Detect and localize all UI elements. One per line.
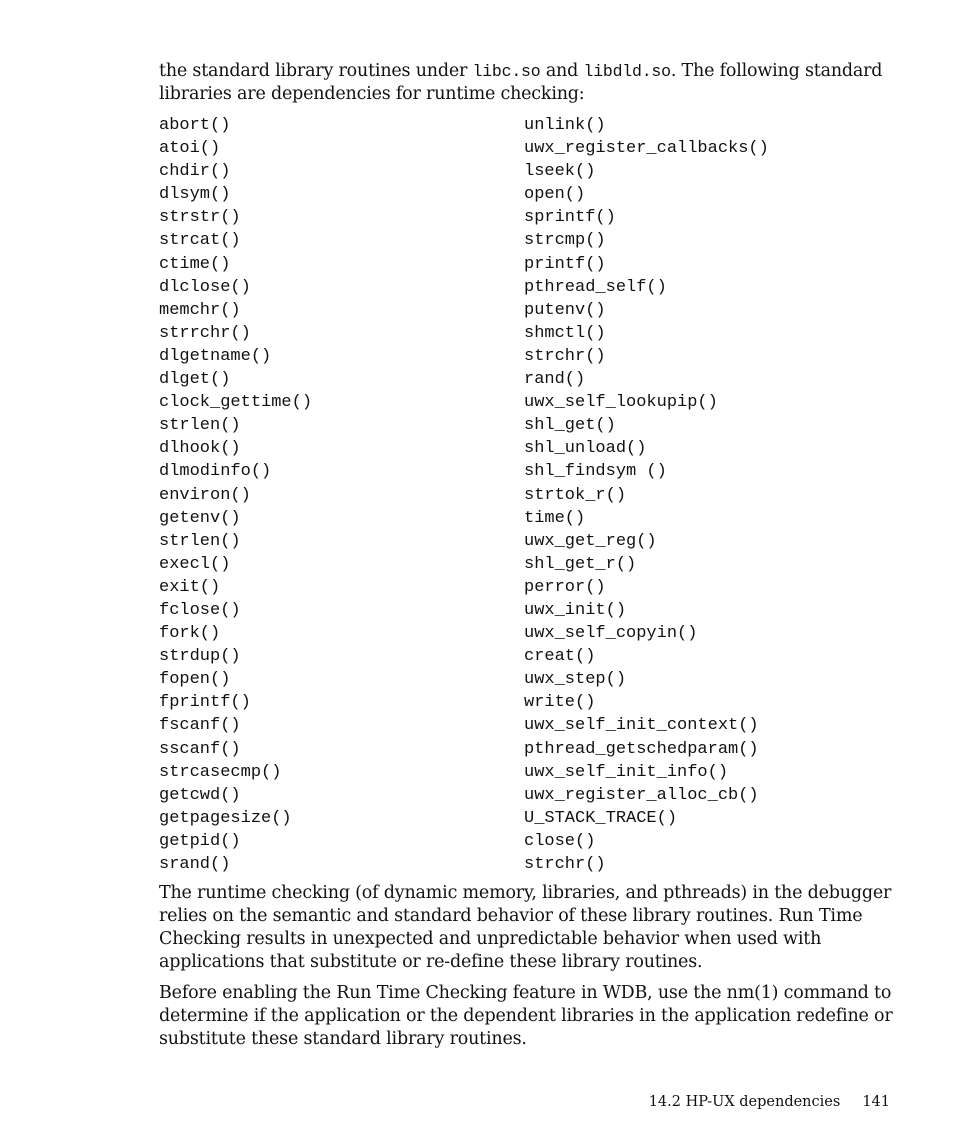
function-item-left: execl() (159, 554, 231, 574)
function-item-right: strchr() (524, 346, 606, 366)
function-item-right: time() (524, 508, 586, 528)
function-item-right: printf() (524, 254, 606, 274)
function-item-left: dlhook() (159, 439, 241, 459)
function-item-right: lseek() (524, 162, 596, 182)
code-libdld: libdld.so (583, 62, 671, 81)
function-item-left: chdir() (159, 162, 231, 182)
function-item-left: fopen() (159, 670, 231, 690)
function-item-right: shl_findsym () (524, 462, 667, 482)
function-item-right: creat() (524, 647, 596, 667)
function-item-left: strdup() (159, 647, 241, 667)
function-item-right: strchr() (524, 855, 606, 874)
footer-section: 14.2 HP-UX dependencies (648, 1094, 841, 1110)
function-item-left: srand() (159, 855, 231, 874)
function-item-left: fclose() (159, 600, 241, 620)
function-item-right: uwx_register_alloc_cb() (524, 785, 759, 805)
function-item-left: memchr() (159, 300, 241, 320)
function-item-left: dlgetname() (159, 346, 272, 366)
function-item-right: shl_unload() (524, 439, 647, 459)
function-item-right: close() (524, 831, 596, 851)
function-item-right: putenv() (524, 300, 606, 320)
intro-paragraph (159, 60, 894, 106)
function-item-left: dlget() (159, 370, 231, 390)
function-item-left: ctime() (159, 254, 231, 274)
function-item-right: strcmp() (524, 231, 606, 251)
function-item-left: strlen() (159, 531, 241, 551)
function-item-right: strtok_r() (524, 485, 627, 505)
function-item-left: dlmodinfo() (159, 462, 272, 482)
function-item-left: getpagesize() (159, 808, 292, 828)
function-item-left: sscanf() (159, 739, 241, 759)
code-libc: libc.so (472, 62, 541, 81)
function-item-right: uwx_self_init_info() (524, 762, 729, 782)
function-item-right: uwx_init() (524, 600, 627, 620)
function-item-left: strlen() (159, 416, 241, 436)
function-item-left: getpid() (159, 831, 241, 851)
function-item-right: sprintf() (524, 208, 616, 228)
function-item-left: exit() (159, 577, 221, 597)
function-item-left: clock_gettime() (159, 393, 313, 413)
function-item-left: fscanf() (159, 716, 241, 736)
function-item-right: perror() (524, 577, 606, 597)
function-item-left: strrchr() (159, 323, 251, 343)
page-content (159, 60, 894, 1051)
intro-text-before: the standard library routines under (159, 61, 473, 81)
function-item-right: shmctl() (524, 323, 606, 343)
function-item-left: strstr() (159, 208, 241, 228)
function-item-left: dlclose() (159, 277, 251, 297)
function-item-right: shl_get() (524, 416, 616, 436)
function-item-right: uwx_self_init_context() (524, 716, 759, 736)
function-item-left: atoi() (159, 139, 221, 159)
page-footer (649, 1092, 890, 1112)
intro-text-mid: and (540, 61, 584, 81)
page-number: 141 (862, 1094, 890, 1110)
function-item-left: abort() (159, 116, 231, 135)
function-item-right: uwx_self_copyin() (524, 624, 698, 644)
function-item-left: strcat() (159, 231, 241, 251)
function-item-right: shl_get_r() (524, 554, 637, 574)
function-item-right: uwx_self_lookupip() (524, 393, 718, 413)
function-item-left: getenv() (159, 508, 241, 528)
function-item-left: fprintf() (159, 693, 251, 713)
function-item-right: open() (524, 185, 586, 205)
function-item-left: dlsym() (159, 185, 231, 205)
function-item-left: fork() (159, 624, 221, 644)
function-item-right: pthread_getschedparam() (524, 739, 759, 759)
function-item-right: uwx_step() (524, 670, 627, 690)
function-item-right: pthread_self() (524, 277, 667, 297)
function-item-left: strcasecmp() (159, 762, 282, 782)
function-item-right: uwx_get_reg() (524, 531, 657, 551)
enable-rtc-paragraph: Before enabling the Run Time Checking feature in WDB, use the nm(1) command to determine if the application or the dependent libraries in the application redefine or substitute these standard library routines. (159, 983, 893, 1050)
function-item-right: unlink() (524, 116, 606, 135)
function-item-right: rand() (524, 370, 586, 390)
function-item-right: U_STACK_TRACE() (524, 808, 678, 828)
function-item-right: write() (524, 693, 596, 713)
function-list (159, 114, 894, 876)
function-item-left: environ() (159, 485, 251, 505)
function-item-right: uwx_register_callbacks() (524, 139, 769, 159)
intro-text-after: . The following standard libraries are dependencies for runtime checking: (159, 61, 883, 104)
function-item-left: getcwd() (159, 785, 241, 805)
runtime-checking-paragraph: The runtime checking (of dynamic memory, libraries, and pthreads) in the debugger relies on the semantic and standard behavior of these library routines. Run Time Checking results in unexpected and unpredictable behavior when used with applications that substitute or re-define these library routines. (159, 883, 892, 973)
